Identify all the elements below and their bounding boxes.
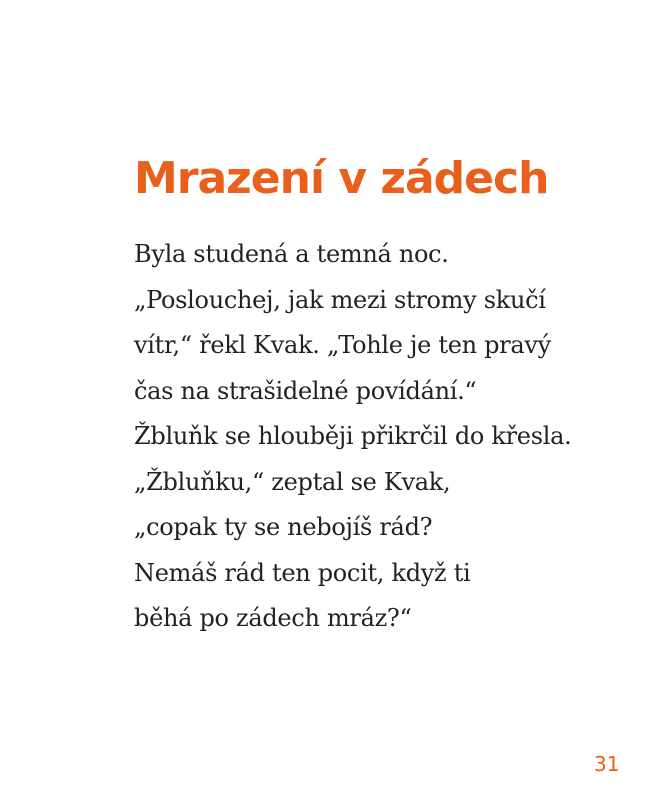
text-line: „Poslouchej, jak mezi stromy skučí (134, 285, 546, 314)
page-number: 31 (594, 752, 620, 776)
text-line: „Žbluňku,“ zeptal se Kvak, (134, 467, 451, 496)
story-text (134, 232, 571, 642)
text-line: vítr,“ řekl Kvak. „Tohle je ten pravý (134, 331, 551, 359)
text-line: „copak ty se nebojíš rád? (134, 513, 433, 541)
text-line: čas na strašidelné povídání.“ (134, 376, 477, 405)
text-line: Byla studená a temná noc. (134, 240, 449, 268)
text-line: Žbluňk se hlouběji přikrčil do křesla. (134, 422, 572, 450)
text-line: běhá po zádech mráz?“ (134, 604, 412, 632)
chapter-title: Mrazení v zádech (134, 153, 549, 204)
text-line: Nemáš rád ten pocit, když ti (134, 558, 471, 587)
